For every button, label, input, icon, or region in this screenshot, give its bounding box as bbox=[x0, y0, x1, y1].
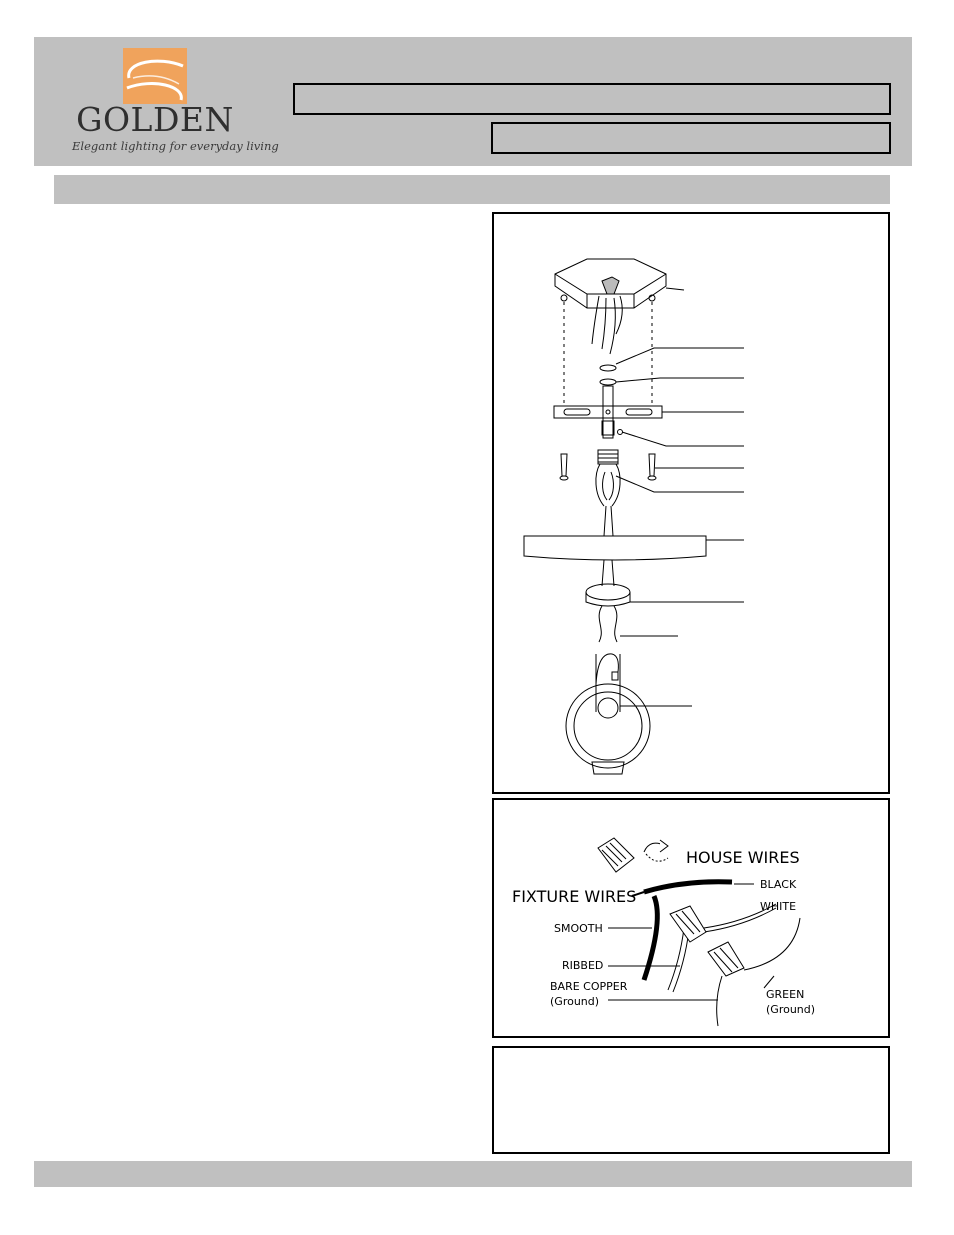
notes-panel bbox=[492, 1046, 890, 1154]
exploded-diagram-panel bbox=[492, 212, 890, 794]
pendant-exploded-icon bbox=[494, 214, 888, 792]
smooth-wire-label: SMOOTH bbox=[554, 922, 603, 935]
brand-name: GOLDEN bbox=[76, 100, 234, 139]
green-wire-label: GREEN bbox=[766, 988, 805, 1001]
section-header-bar bbox=[54, 175, 890, 204]
brand-logo bbox=[72, 44, 279, 166]
model-number-field bbox=[491, 122, 891, 154]
bare-copper-label: BARE COPPER bbox=[550, 980, 628, 993]
wiring-diagram-panel bbox=[492, 798, 890, 1038]
green-ground-label: (Ground) bbox=[766, 1003, 816, 1016]
brand-tagline: Elegant lighting for everyday living bbox=[72, 139, 279, 153]
wire-connection-icon bbox=[494, 800, 888, 1036]
white-wire-label: WHITE bbox=[760, 900, 797, 913]
fixture-wires-label: FIXTURE WIRES bbox=[512, 887, 637, 906]
footer-band bbox=[34, 1161, 912, 1187]
bare-copper-ground-label: (Ground) bbox=[550, 995, 600, 1008]
house-wires-label: HOUSE WIRES bbox=[686, 848, 800, 867]
ribbed-wire-label: RIBBED bbox=[562, 959, 604, 972]
logo-s-icon bbox=[123, 48, 187, 104]
black-wire-label: BLACK bbox=[760, 878, 797, 891]
product-name-field bbox=[293, 83, 891, 115]
